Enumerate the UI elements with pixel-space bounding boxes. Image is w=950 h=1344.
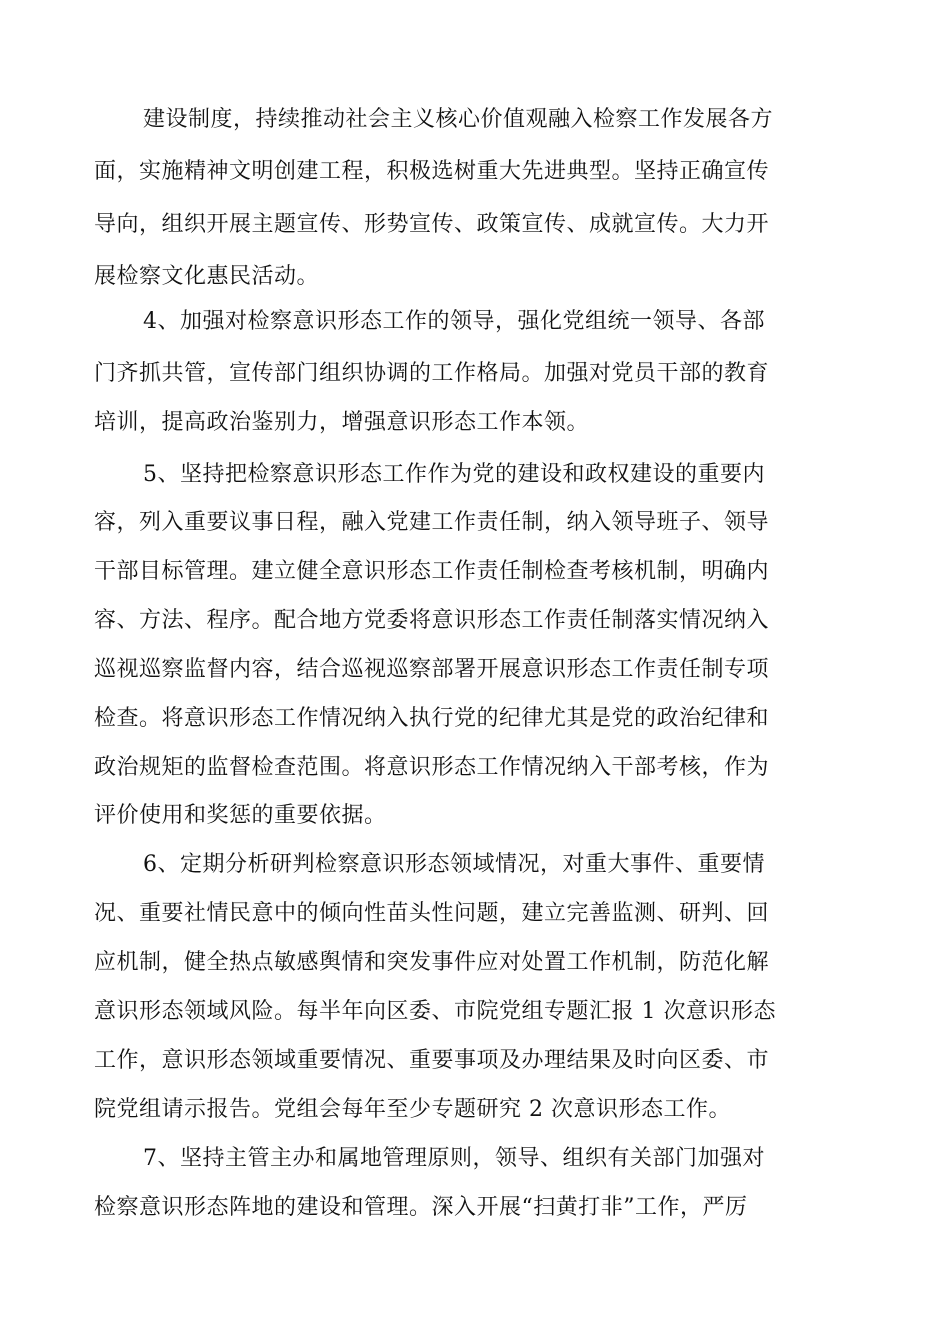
text-line: 4、加强对检察意识形态工作的领导，强化党组统一领导、各部 [143,309,765,334]
text-line: 意识形态领域风险。每半年向区委、市院党组专题汇报 1 次意识形态 [94,999,776,1024]
text-line: 应机制，健全热点敏感舆情和突发事件应对处置工作机制，防范化解 [94,950,770,975]
text-line: 院党组请示报告。党组会每年至少专题研究 2 次意识形态工作。 [94,1097,731,1122]
text-line: 干部目标管理。建立健全意识形态工作责任制检查考核机制，明确内 [94,559,770,584]
text-line: 门齐抓共管，宣传部门组织协调的工作格局。加强对党员干部的教育 [94,361,770,386]
text-line: 检查。将意识形态工作情况纳入执行党的纪律尤其是党的政治纪律和 [94,706,770,731]
text-line: 面，实施精神文明创建工程，积极选树重大先进典型。坚持正确宣传 [94,159,770,184]
text-line: 6、定期分析研判检察意识形态领域情况，对重大事件、重要情 [143,852,765,877]
text-line: 容，列入重要议事日程，融入党建工作责任制，纳入领导班子、领导 [94,510,770,535]
text-line: 展检察文化惠民活动。 [94,264,320,289]
text-line: 导向，组织开展主题宣传、形势宣传、政策宣传、成就宣传。大力开 [94,212,770,237]
text-line: 检察意识形态阵地的建设和管理。深入开展“扫黄打非”工作，严厉 [94,1195,748,1220]
text-line: 建设制度，持续推动社会主义核心价值观融入检察工作发展各方 [143,107,774,132]
text-line: 培训，提高政治鉴别力，增强意识形态工作本领。 [94,410,590,435]
text-line: 况、重要社情民意中的倾向性苗头性问题，建立完善监测、研判、回 [94,901,770,926]
text-line: 政治规矩的监督检查范围。将意识形态工作情况纳入干部考核，作为 [94,755,770,780]
text-line: 5、坚持把检察意识形态工作作为党的建设和政权建设的重要内 [143,462,765,487]
text-line: 工作，意识形态领域重要情况、重要事项及办理结果及时向区委、市 [94,1048,770,1073]
text-line: 评价使用和奖惩的重要依据。 [94,803,387,828]
text-line: 7、坚持主管主办和属地管理原则，领导、组织有关部门加强对 [143,1146,765,1171]
text-line: 巡视巡察监督内容，结合巡视巡察部署开展意识形态工作责任制专项 [94,657,770,682]
text-line: 容、方法、程序。配合地方党委将意识形态工作责任制落实情况纳入 [94,608,770,633]
